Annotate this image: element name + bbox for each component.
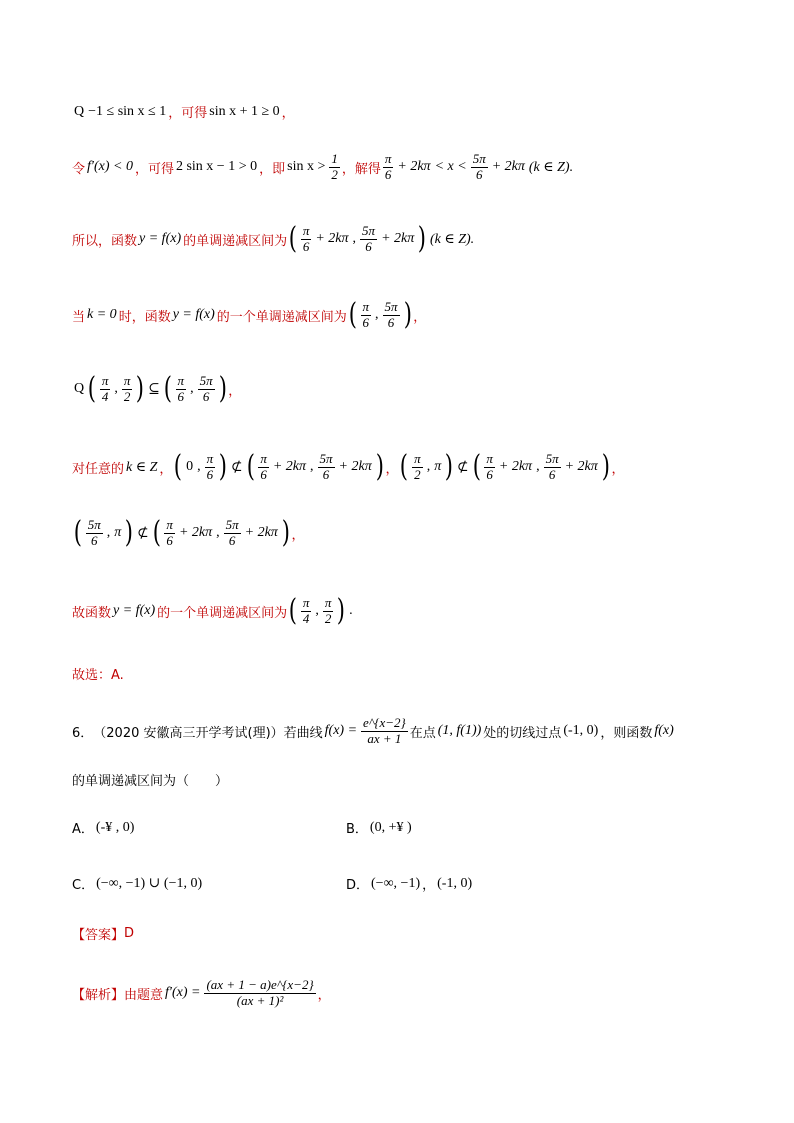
fraction: $\frac{\pi}{2}$: [414, 451, 421, 482]
text: 令: [72, 161, 86, 177]
expr: (k ∈ Z).: [429, 231, 475, 247]
option-value: (-1, 0): [437, 875, 473, 891]
left-paren: (: [288, 221, 298, 257]
fraction: $\frac{5\pi}{6}$: [545, 451, 559, 482]
option-b: [346, 818, 414, 837]
expr: π: [114, 525, 122, 541]
expr: ,: [536, 459, 540, 475]
right-paren: ): [601, 449, 610, 485]
expr: + 2kπ: [244, 525, 278, 541]
expr: + 2kπ: [178, 525, 213, 541]
text: ，解得: [341, 161, 381, 177]
expr: .: [349, 603, 353, 619]
expr: ,: [352, 231, 357, 247]
right-paren: ): [337, 593, 346, 629]
expr: 0: [186, 459, 194, 475]
text: 的一个单调递减区间为: [157, 605, 288, 621]
fraction: $\frac{5\pi}{6}$: [87, 517, 101, 548]
option-d: [346, 874, 474, 893]
fraction: $\frac{\pi}{6}$: [384, 151, 392, 182]
not-subset-symbol: ⊄: [456, 459, 469, 475]
fraction: $\frac{\pi}{6}$: [166, 517, 173, 548]
option-label: C．: [72, 878, 95, 893]
fraction: $\frac{\pi}{4}$: [302, 595, 310, 626]
fraction: $\frac{\pi}{6}$: [260, 451, 267, 482]
expr: + 2kπ: [381, 231, 415, 247]
left-paren: (: [73, 515, 82, 551]
option-c: [72, 874, 204, 893]
option-value: (-¥ , 0): [95, 819, 135, 835]
text: 时，函数: [118, 309, 171, 325]
text: 由题意: [124, 987, 164, 1003]
fraction: $\frac{5\pi}{6}$: [472, 151, 486, 182]
text: 对任意的: [72, 461, 125, 477]
fraction: $\frac{5\pi}{6}$: [319, 451, 333, 482]
expr: f′(x) =: [165, 985, 201, 1001]
line-7: [72, 515, 305, 551]
text: 故函数: [72, 605, 112, 621]
line-4: [72, 297, 427, 333]
text: 处的切线过点: [483, 725, 562, 741]
expr: π: [434, 459, 442, 475]
text: ，可得: [168, 106, 208, 121]
expr: y = f(x): [113, 603, 156, 619]
fraction: $\frac{5\pi}{6}$: [384, 299, 398, 330]
question-6-line-2: [72, 770, 228, 789]
analysis-line: [72, 978, 331, 1009]
line-2: [72, 152, 575, 183]
option-label: A．: [72, 822, 94, 837]
text: ，: [385, 461, 399, 477]
expr: k = 0: [87, 307, 117, 323]
right-paren: ): [281, 515, 290, 551]
expr: + 2kπ: [338, 459, 372, 475]
option-value: (−∞, −1): [371, 875, 421, 891]
option-value: (0, +¥ ): [369, 819, 412, 835]
text: 当: [72, 309, 86, 325]
expr: + 2kπ: [564, 459, 598, 475]
line-1: [72, 102, 295, 121]
fraction: $\frac{\pi}{6}$: [177, 373, 185, 404]
text: ，: [228, 383, 242, 399]
right-paren: ): [403, 297, 412, 333]
therefore-symbol: Q: [74, 103, 85, 119]
line-8: [72, 593, 355, 629]
line-5: [72, 371, 242, 407]
expr: ,: [216, 525, 220, 541]
fraction: $\frac{5\pi}{6}$: [199, 373, 213, 404]
fraction: $\frac{\pi}{2}$: [123, 373, 131, 404]
fraction: $\frac{\pi}{6}$: [206, 451, 214, 482]
fraction: $\frac{(ax + 1 - a)e\^{}\{x-2\}}{\text{(ax + 1)²}}$: [206, 977, 314, 1008]
expr: (-1, 0): [563, 723, 599, 739]
option-a: [72, 818, 136, 837]
expr: ,: [106, 525, 111, 541]
left-paren: (: [163, 371, 172, 407]
text: 的单调递减区间为（ ）: [72, 774, 229, 789]
line-3: [72, 221, 476, 257]
expr: f(x) =: [324, 723, 358, 739]
text: 在点: [409, 725, 436, 741]
right-paren: ): [375, 449, 384, 485]
expr: + 2kπ: [272, 459, 307, 475]
fraction: $\frac{5\pi}{6}$: [225, 517, 239, 548]
fraction: $\frac{5\pi}{6}$: [362, 223, 376, 254]
expr: < x <: [434, 159, 467, 175]
text: ，可得: [134, 161, 174, 177]
option-label: D．: [346, 878, 370, 893]
question-source: （2020 安徽高三开学考试(理)）若曲线: [93, 725, 323, 741]
expr: y = f(x): [139, 231, 182, 247]
left-paren: (: [400, 449, 409, 485]
left-paren: (: [87, 371, 97, 407]
text: ，: [413, 309, 427, 325]
left-paren: (: [472, 449, 481, 485]
left-paren: (: [152, 515, 161, 551]
expr: (k ∈ Z).: [528, 159, 574, 175]
option-value: (−∞, −1) ∪ (−1, 0): [96, 876, 203, 891]
fraction: $\frac{e\^{}\{x-2\}}{ax + 1}$: [363, 715, 406, 746]
left-paren: (: [246, 449, 255, 485]
text: ，: [281, 106, 295, 121]
fraction: $\frac{\pi}{4}$: [101, 373, 109, 404]
answer-line: [72, 924, 134, 943]
left-paren: (: [174, 449, 183, 485]
expr: sin x + 1 ≥ 0: [209, 103, 280, 119]
fraction: $\frac{\pi}{6}$: [362, 299, 370, 330]
right-paren: ): [125, 515, 134, 551]
expr: k ∈ Z: [126, 459, 158, 475]
expr: (1, f(1)): [437, 723, 482, 739]
analysis-tag: 【解析】: [72, 987, 125, 1003]
expr: + 2kπ: [315, 231, 349, 247]
text: 的一个单调递减区间为: [216, 309, 347, 325]
not-subset-symbol: ⊄: [230, 459, 243, 475]
expr: + 2kπ: [491, 159, 525, 175]
expr: ,: [375, 307, 379, 323]
fraction: $\frac{\pi}{2}$: [324, 595, 332, 626]
line-9: [72, 664, 124, 683]
expr: f′(x) < 0: [87, 159, 133, 175]
expr: + 2kπ: [397, 159, 431, 175]
text: ，: [422, 878, 436, 893]
question-6-line-1: [72, 716, 676, 747]
therefore-symbol: Q: [74, 381, 85, 397]
expr: ,: [114, 381, 118, 397]
expr: sin x >: [287, 159, 326, 175]
choice-text: 故选：A.: [72, 668, 124, 683]
line-6: [72, 449, 625, 485]
option-label: B．: [346, 822, 368, 837]
left-paren: (: [288, 593, 298, 629]
text: ，: [317, 987, 331, 1003]
expr: −1 ≤ sin x ≤ 1: [88, 103, 167, 119]
text: ，: [611, 461, 625, 477]
answer-tag: 【答案】: [72, 928, 125, 943]
expr: ,: [315, 603, 319, 619]
expr: ,: [190, 381, 194, 397]
not-subset-symbol: ⊄: [136, 525, 149, 541]
expr: 2 sin x − 1 > 0: [175, 159, 258, 175]
expr: y = f(x): [172, 307, 215, 323]
expr: ,: [310, 459, 314, 475]
right-paren: ): [418, 221, 427, 257]
fraction: $\frac{\pi}{6}$: [486, 451, 493, 482]
expr: + 2kπ: [498, 459, 533, 475]
text: 的单调递减区间为: [183, 233, 288, 249]
fraction: $\frac{1}{2}$: [331, 151, 338, 182]
expr: ,: [426, 459, 431, 475]
expr: ,: [197, 459, 201, 475]
text: ，即: [259, 161, 286, 177]
subset-symbol: ⊆: [148, 381, 160, 397]
text: ，则函数: [600, 725, 653, 741]
right-paren: ): [218, 449, 228, 485]
text: ，: [291, 527, 305, 543]
expr: f(x): [654, 723, 674, 739]
fraction: $\frac{\pi}{6}$: [302, 223, 310, 254]
left-paren: (: [348, 297, 357, 333]
answer-value: D: [124, 926, 135, 941]
question-number: 6．: [72, 725, 94, 741]
text: ，: [159, 461, 173, 477]
right-paren: ): [218, 371, 227, 407]
right-paren: ): [136, 371, 145, 407]
text: 所以，函数: [72, 233, 138, 249]
right-paren: ): [444, 449, 454, 485]
